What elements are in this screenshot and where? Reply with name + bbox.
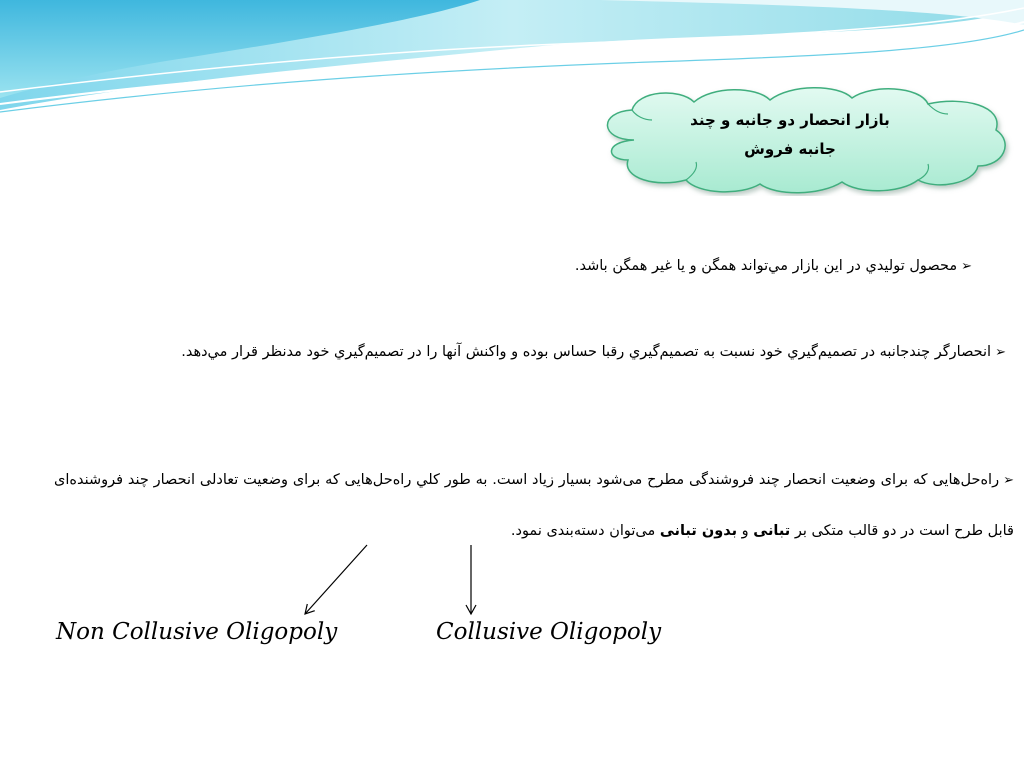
bold-term-collusion: تبانی [753,523,791,539]
slide-title-line-2: جانبه فروش [744,140,836,158]
arrowhead-bullet-icon: ➢ [961,259,972,274]
bold-term-no-collusion: بدون تبانی [659,523,738,539]
bullet-text-middle: و [737,523,754,539]
bullet-text-after: می‌توان دسته‌بندی نمود. [510,523,660,539]
arrowhead-bullet-icon: ➢ [995,345,1006,360]
bullet-product [452,252,972,281]
slide-title [668,106,912,164]
slide-title-line-1: بازار انحصار دو جانبه و چند [690,111,890,129]
arrowhead-bullet-icon: ➢ [1003,473,1014,488]
bullet-text: انحصارگر چندجانبه در تصميم‌گيري خود نسبت به تصميم‌گيري رقبا حساس بوده و واکنش آنها را در تصميم‌گيري خود مدنظر قرار مي‌دهد. [181,344,992,360]
bullet-decision [46,326,1006,379]
bullet-solutions [54,455,1014,556]
bullet-text: محصول توليدي در اين بازار مي‌تواند همگن و يا غير همگن باشد. [574,258,958,274]
term-non-collusive-oligopoly: Non Collusive Oligopoly [56,619,338,645]
bullet-text-before: راه‌حل‌هایی که برای وضعیت انحصار چند فروشندگی مطرح می‌شود بسیار زیاد است. به طور کلي راه‌حل‌هایی که برای وضعیت تعادلی انحصار چند فروشنده‌ای قابل طرح است در دو قالب متکی بر [54,472,1014,539]
term-collusive-oligopoly: Collusive Oligopoly [436,619,662,645]
